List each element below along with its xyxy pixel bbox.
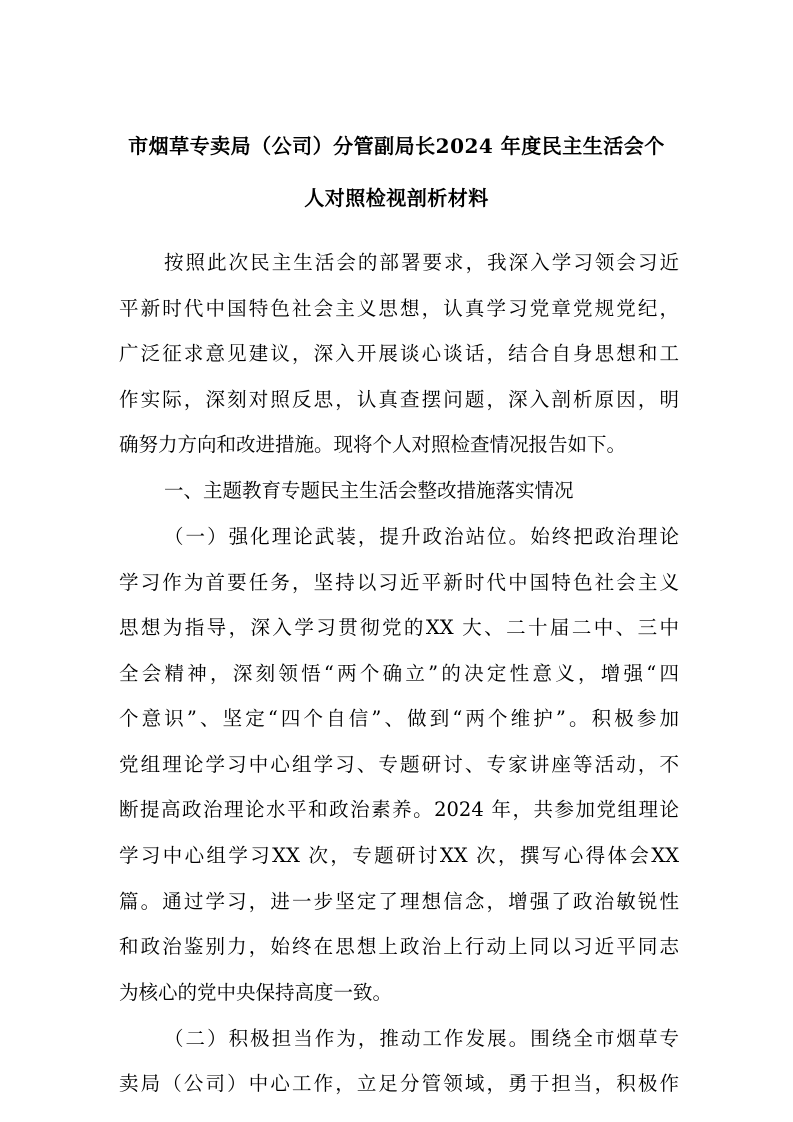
paragraph-line: 确努力方向和改进措施。现将个人对照检查情况报告如下。	[119, 433, 627, 456]
paragraph-line: （一）强化理论武装，提升政治站位。始终把政治理论	[164, 525, 679, 548]
paragraph-line: 学习中心组学习XX 次，专题研讨XX 次，撰写心得体会XX	[119, 844, 679, 867]
paragraph-line: 作实际，深刻对照反思，认真查摆问题，深入剖析原因，明	[119, 388, 679, 411]
paragraph-line: 全会精神，深刻领悟“两个确立”的决定性意义，增强“四	[119, 662, 679, 685]
paragraph-line: 党组理论学习中心组学习、专题研讨、专家讲座等活动，不	[119, 753, 679, 776]
paragraph-line: 思想为指导，深入学习贯彻党的XX 大、二十届二中、三中	[119, 616, 679, 639]
paragraph-line: 卖局（公司）中心工作，立足分管领域，勇于担当，积极作	[119, 1072, 679, 1095]
document-title-line-2: 人对照检视剖析材料	[304, 186, 489, 210]
paragraph-line: 平新时代中国特色社会主义思想，认真学习党章党规党纪，	[119, 297, 679, 320]
paragraph-line: 和政治鉴别力，始终在思想上政治上行动上同以习近平同志	[119, 935, 679, 958]
paragraph-line: 广泛征求意见建议，深入开展谈心谈话，结合自身思想和工	[119, 342, 679, 365]
section-heading: 一、主题教育专题民主生活会整改措施落实情况	[164, 479, 574, 502]
paragraph-line: 断提高政治理论水平和政治素养。2024 年，共参加党组理论	[119, 798, 679, 821]
paragraph-line: 为核心的党中央保持高度一致。	[119, 981, 393, 1004]
paragraph-line: 学习作为首要任务，坚持以习近平新时代中国特色社会主义	[119, 571, 679, 594]
paragraph-line: 个意识”、坚定“四个自信”、做到“两个维护”。积极参加	[119, 707, 679, 730]
paragraph-line: （二）积极担当作为，推动工作发展。围绕全市烟草专	[164, 1027, 679, 1050]
paragraph-line: 篇。通过学习，进一步坚定了理想信念，增强了政治敏锐性	[119, 890, 679, 913]
paragraph-line: 按照此次民主生活会的部署要求，我深入学习领会习近	[164, 251, 679, 274]
document-title-line-1: 市烟草专卖局（公司）分管副局长2024 年度民主生活会个	[128, 134, 665, 158]
